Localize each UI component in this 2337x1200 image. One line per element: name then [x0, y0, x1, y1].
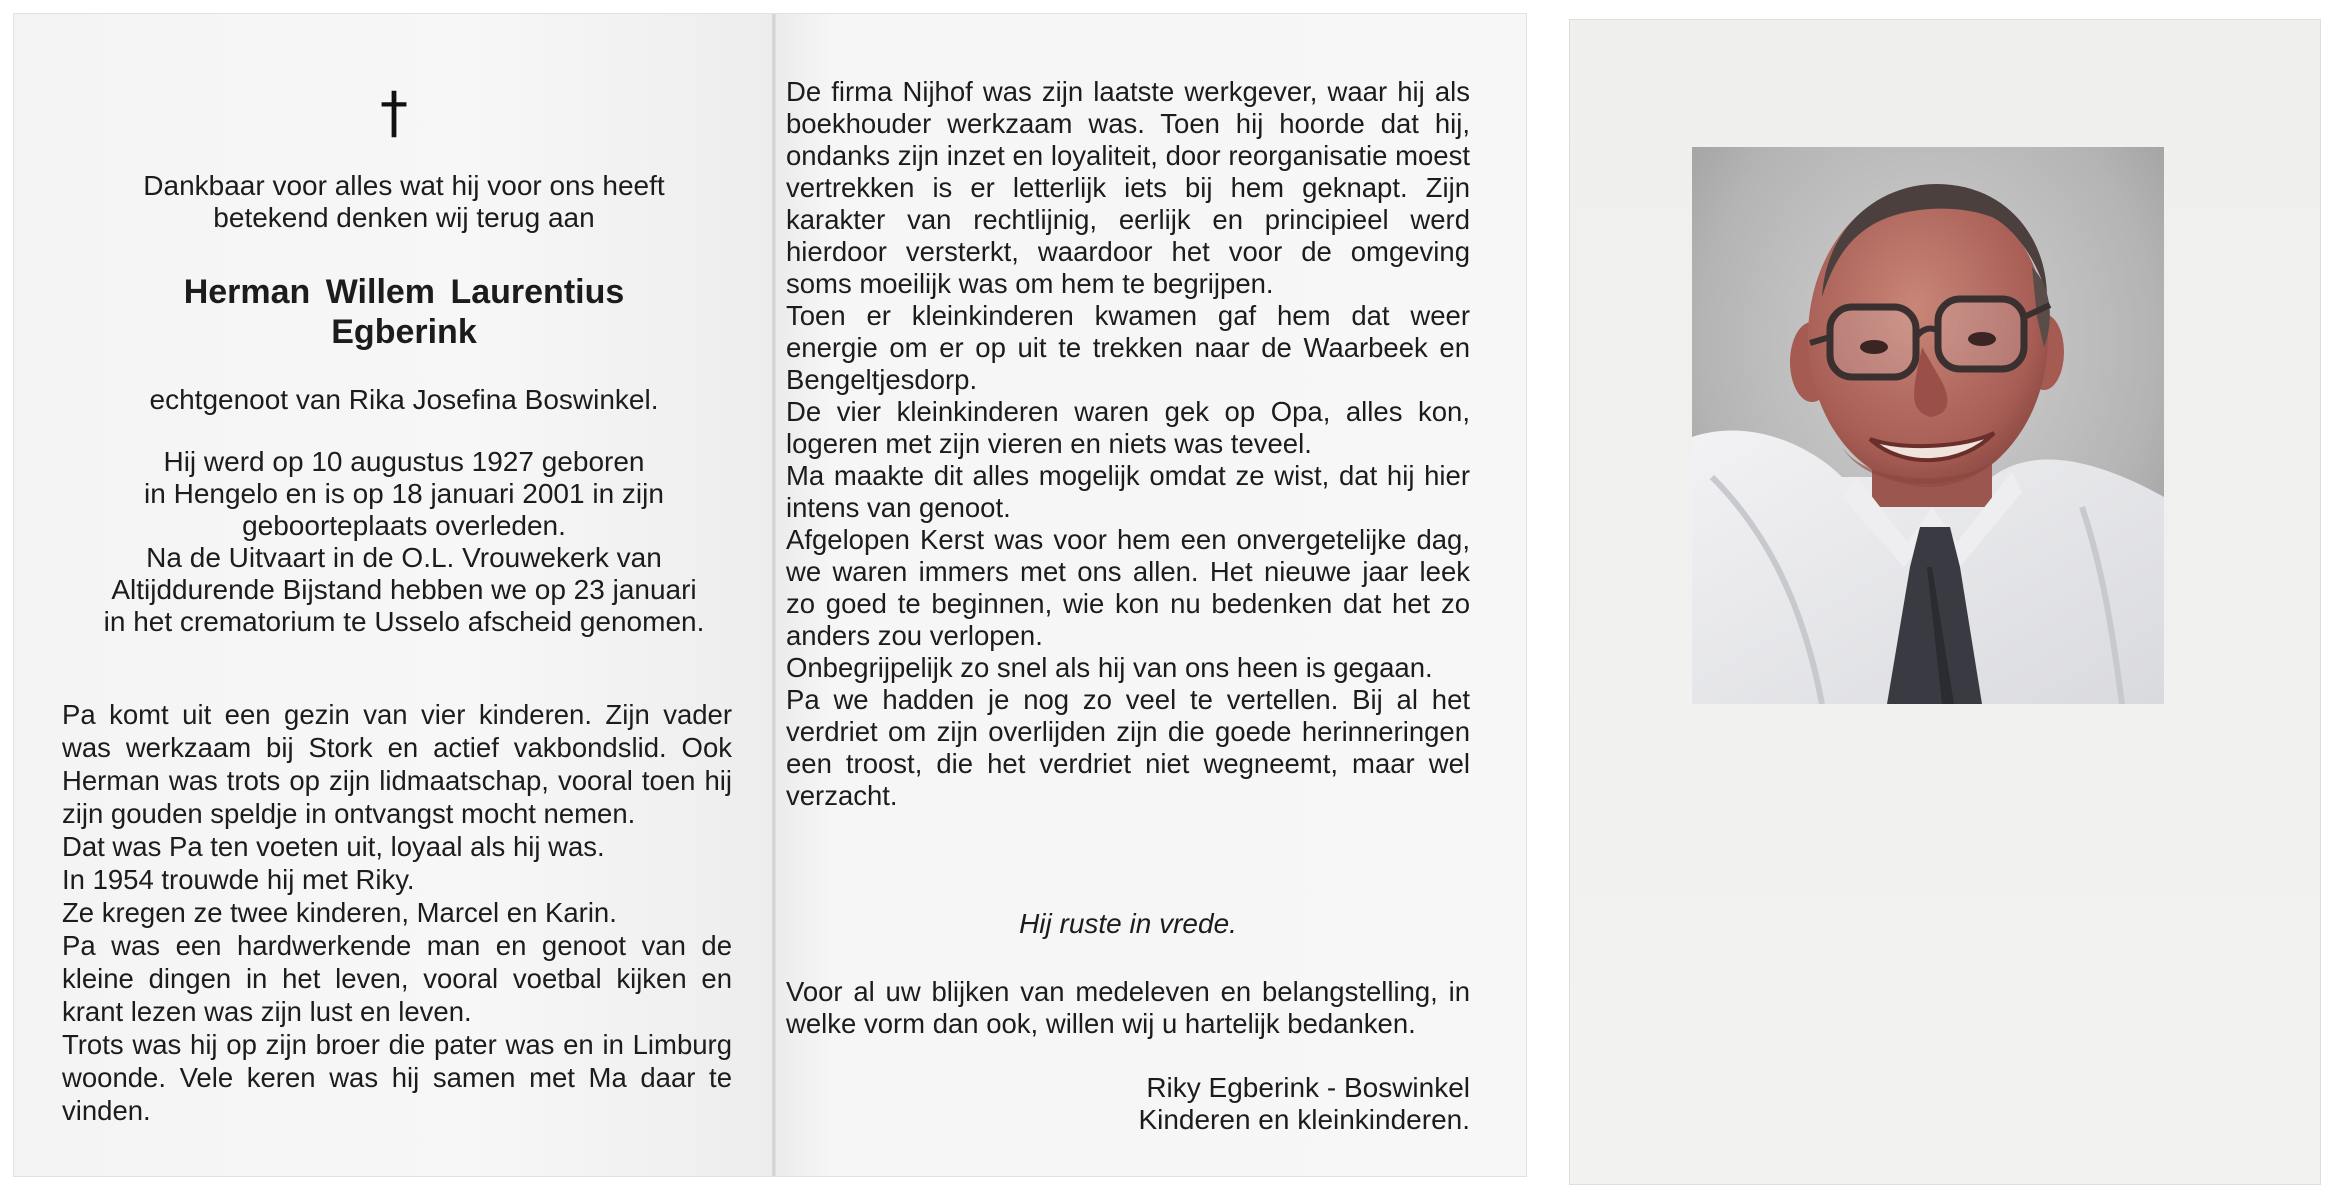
signature-line: Riky Egberink - Boswinkel — [1146, 1072, 1470, 1103]
paragraph: De vier kleinkinderen waren gek op Opa, alles kon, logeren met zijn vieren en niets was teveel. — [786, 396, 1470, 459]
portrait-photo — [1692, 147, 2164, 704]
bio-line: Altijddurende Bijstand hebben we op 23 januari — [111, 574, 697, 605]
paragraph: Afgelopen Kerst was voor hem een onvergetelijke dag, we waren immers met ons allen. Het nieuwe jaar leek zo goed te beginnen, wie kon nu bedenken dat het zo anders zou verlopen. — [786, 524, 1470, 651]
bio-line: in Hengelo en is op 18 januari 2001 in zijn — [144, 478, 664, 509]
rest-in-peace-text: Hij ruste in vrede. — [1019, 908, 1237, 939]
bio-line: Hij werd op 10 augustus 1927 geboren — [163, 446, 645, 477]
paragraph: Dat was Pa ten voeten uit, loyaal als hij was. — [62, 831, 605, 862]
bio-line: Na de Uitvaart in de O.L. Vrouwekerk van — [146, 542, 662, 573]
paragraph: In 1954 trouwde hij met Riky. — [62, 864, 415, 895]
deceased-name — [54, 272, 754, 352]
photo-card — [1570, 20, 2320, 1184]
bio-line: geboorteplaats overleden. — [242, 510, 566, 541]
paragraph: Onbegrijpelijk zo snel als hij van ons heen is gegaan. — [786, 652, 1433, 683]
signature-line: Kinderen en kleinkinderen. — [1138, 1104, 1470, 1135]
paragraph: Ma maakte dit alles mogelijk omdat ze wist, dat hij hier intens van genoot. — [786, 460, 1470, 523]
intro-text — [54, 170, 754, 234]
eye-left — [1860, 340, 1888, 354]
thanks-text: Voor al uw blijken van medeleven en belangstelling, in welke vorm dan ook, willen wij u hartelijk bedanken. — [786, 976, 1470, 1039]
paragraph: Pa we hadden je nog zo veel te vertellen. Bij al het verdriet om zijn overlijden zijn die goede herinneringen een troost, die het verdriet niet wegneemt, maar wel verzacht. — [786, 684, 1470, 811]
memorial-card-spread — [14, 14, 1526, 1176]
name-line: Herman Willem Laurentius — [183, 273, 625, 311]
paragraph: Toen er kleinkinderen kwamen gaf hem dat weer energie om er op uit te trekken naar de Waarbeek en Bengeltjesdorp. — [786, 300, 1470, 395]
bio-line: in het crematorium te Usselo afscheid genomen. — [103, 606, 705, 637]
paragraph: Ze kregen ze twee kinderen, Marcel en Karin. — [62, 897, 617, 928]
left-body-text — [62, 698, 732, 1127]
spouse-text: echtgenoot van Rika Josefina Boswinkel. — [149, 384, 659, 415]
paragraph: Pa was een hardwerkende man en genoot van de kleine dingen in het leven, vooral voetbal kijken en krant lezen was zijn lust en leven. — [62, 930, 732, 1027]
portrait-illustration — [1692, 147, 2164, 704]
intro-line: betekend denken wij terug aan — [213, 202, 595, 233]
paragraph: Pa komt uit een gezin van vier kinderen. Zijn vader was werkzaam bij Stork en actief vakbondslid. Ook Herman was trots op zijn lidmaatschap, vooral toen hij zijn gouden speldje in ontvangst mocht nemen. — [62, 699, 732, 829]
intro-line: Dankbaar voor alles wat hij voor ons heeft — [143, 170, 665, 201]
paragraph: Trots was hij op zijn broer die pater was en in Limburg woonde. Vele keren was hij samen met Ma daar te vinden. — [62, 1029, 732, 1126]
cross-icon: † — [380, 81, 408, 146]
name-line: Egberink — [331, 313, 477, 351]
bio-text — [54, 446, 754, 638]
paragraph: De firma Nijhof was zijn laatste werkgever, waar hij als boekhouder werkzaam was. Toen hij hoorde dat hij, ondanks zijn inzet en loyaliteit, door reorganisatie moest vertrekken is er letterlijk iets bij hem geknapt. Zijn karakter van rechtlijnig, eerlijk en principieel werd hierdoor versterkt, waardoor het voor de omgeving soms moeilijk was om hem te begrijpen. — [786, 76, 1470, 299]
signature-block — [1100, 1072, 1470, 1136]
eye-right — [1968, 332, 1996, 346]
right-body-text — [786, 76, 1470, 812]
card-fold-line — [772, 14, 776, 1176]
